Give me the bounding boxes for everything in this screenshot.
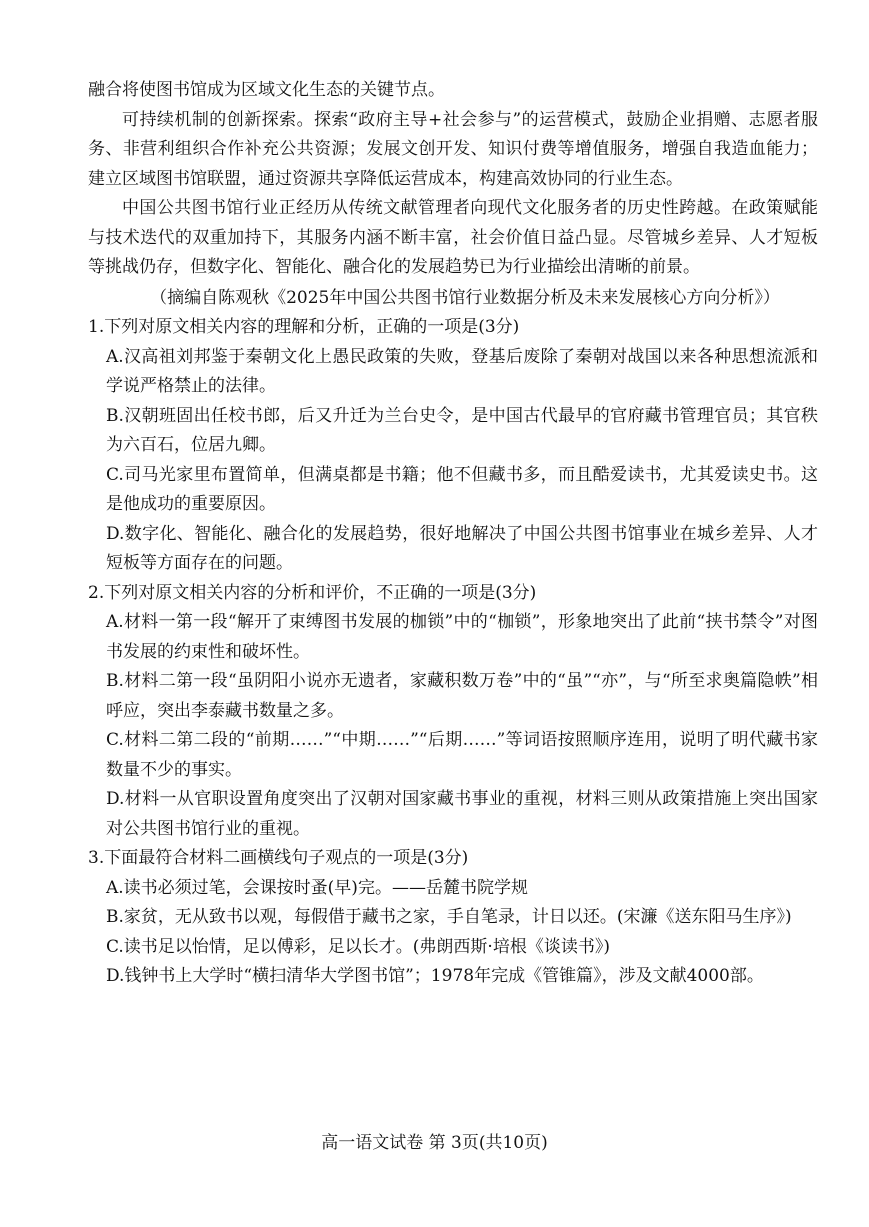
question-stem: 1.下列对原文相关内容的理解和分析，正确的一项是(3分) xyxy=(88,317,520,337)
question-stem: 2.下列对原文相关内容的分析和评价，不正确的一项是(3分) xyxy=(88,582,537,603)
question-option: A.汉高祖刘邦鉴于秦朝文化上愚民政策的失败，登基后废除了秦朝对战国以来各种思想流派和学说严格禁止的法律。 xyxy=(106,346,818,396)
passage-paragraph-continuation: 融合将使图书馆成为区域文化生态的关键节点。 xyxy=(88,80,445,100)
page-content xyxy=(88,76,818,992)
question-option: C.司马光家里布置简单，但满桌都是书籍；他不但藏书多，而且酷爱读书，尤其爱读史书。这是他成功的重要原因。 xyxy=(106,464,818,514)
question-option: A.材料一第一段“解开了束缚图书发展的枷锁”中的“枷锁”，形象地突出了此前“挟书禁令”对图书发展的约束性和破坏性。 xyxy=(106,612,818,662)
question-option: C.读书足以怡情，足以傅彩，足以长才。(弗朗西斯·培根《谈读书》) xyxy=(106,936,610,957)
question-option: B.材料二第一段“虽阴阳小说亦无遗者，家藏积数万卷”中的“虽”“亦”，与“所至求奥篇隐帙”相呼应，突出李泰藏书数量之多。 xyxy=(106,671,818,721)
question-option: A.读书必须过笔，会课按时蚤(早)完。——岳麓书院学规 xyxy=(106,877,528,898)
question-option: B.家贫，无从致书以观，每假借于藏书之家，手自笔录，计日以还。(宋濂《送东阳马生序》) xyxy=(106,907,792,927)
question-2 xyxy=(88,579,818,845)
question-3 xyxy=(88,844,818,992)
question-option: D.钱钟书上大学时“横扫清华大学图书馆”；1978年完成《管锥篇》，涉及文献4000部。 xyxy=(106,966,764,986)
passage-paragraph-conclusion: 中国公共图书馆行业正经历从传统文献管理者向现代文化服务者的历史性跨越。在政策赋能与技术迭代的双重加持下，其服务内涵不断丰富，社会价值日益凸显。尽管城乡差异、人才短板等挑战仍存，但数字化、智能化、融合化的发展趋势已为行业描绘出清晰的前景。 xyxy=(88,198,818,277)
question-stem: 3.下面最符合材料二画横线句子观点的一项是(3分) xyxy=(88,848,469,868)
question-option: D.材料一从官职设置角度突出了汉朝对国家藏书事业的重视，材料三则从政策措施上突出国家对公共图书馆行业的重视。 xyxy=(106,789,818,839)
passage-source-citation: （摘编自陈观秋《2025年中国公共图书馆行业数据分析及未来发展核心方向分析》） xyxy=(150,287,780,308)
question-option: C.材料二第二段的“前期……”“中期……”“后期……”等词语按照顺序连用，说明了明代藏书家数量不少的事实。 xyxy=(106,730,818,780)
question-1 xyxy=(88,313,818,579)
page-footer: 高一语文试卷 第 3页(共10页) xyxy=(321,1133,548,1153)
question-option: D.数字化、智能化、融合化的发展趋势，很好地解决了中国公共图书馆事业在城乡差异、人才短板等方面存在的问题。 xyxy=(106,523,818,573)
passage-paragraph-sustainable-mechanism: 可持续机制的创新探索。探索“政府主导+社会参与”的运营模式，鼓励企业捐赠、志愿者服务、非营利组织合作补充公共资源；发展文创开发、知识付费等增值服务，增强自我造血能力；建立区域图书馆联盟，通过资源共享降低运营成本，构建高效协同的行业生态。 xyxy=(88,109,818,189)
question-option: B.汉朝班固出任校书郎，后又升迁为兰台史令，是中国古代最早的官府藏书管理官员；其官秩为六百石，位居九卿。 xyxy=(106,405,818,455)
